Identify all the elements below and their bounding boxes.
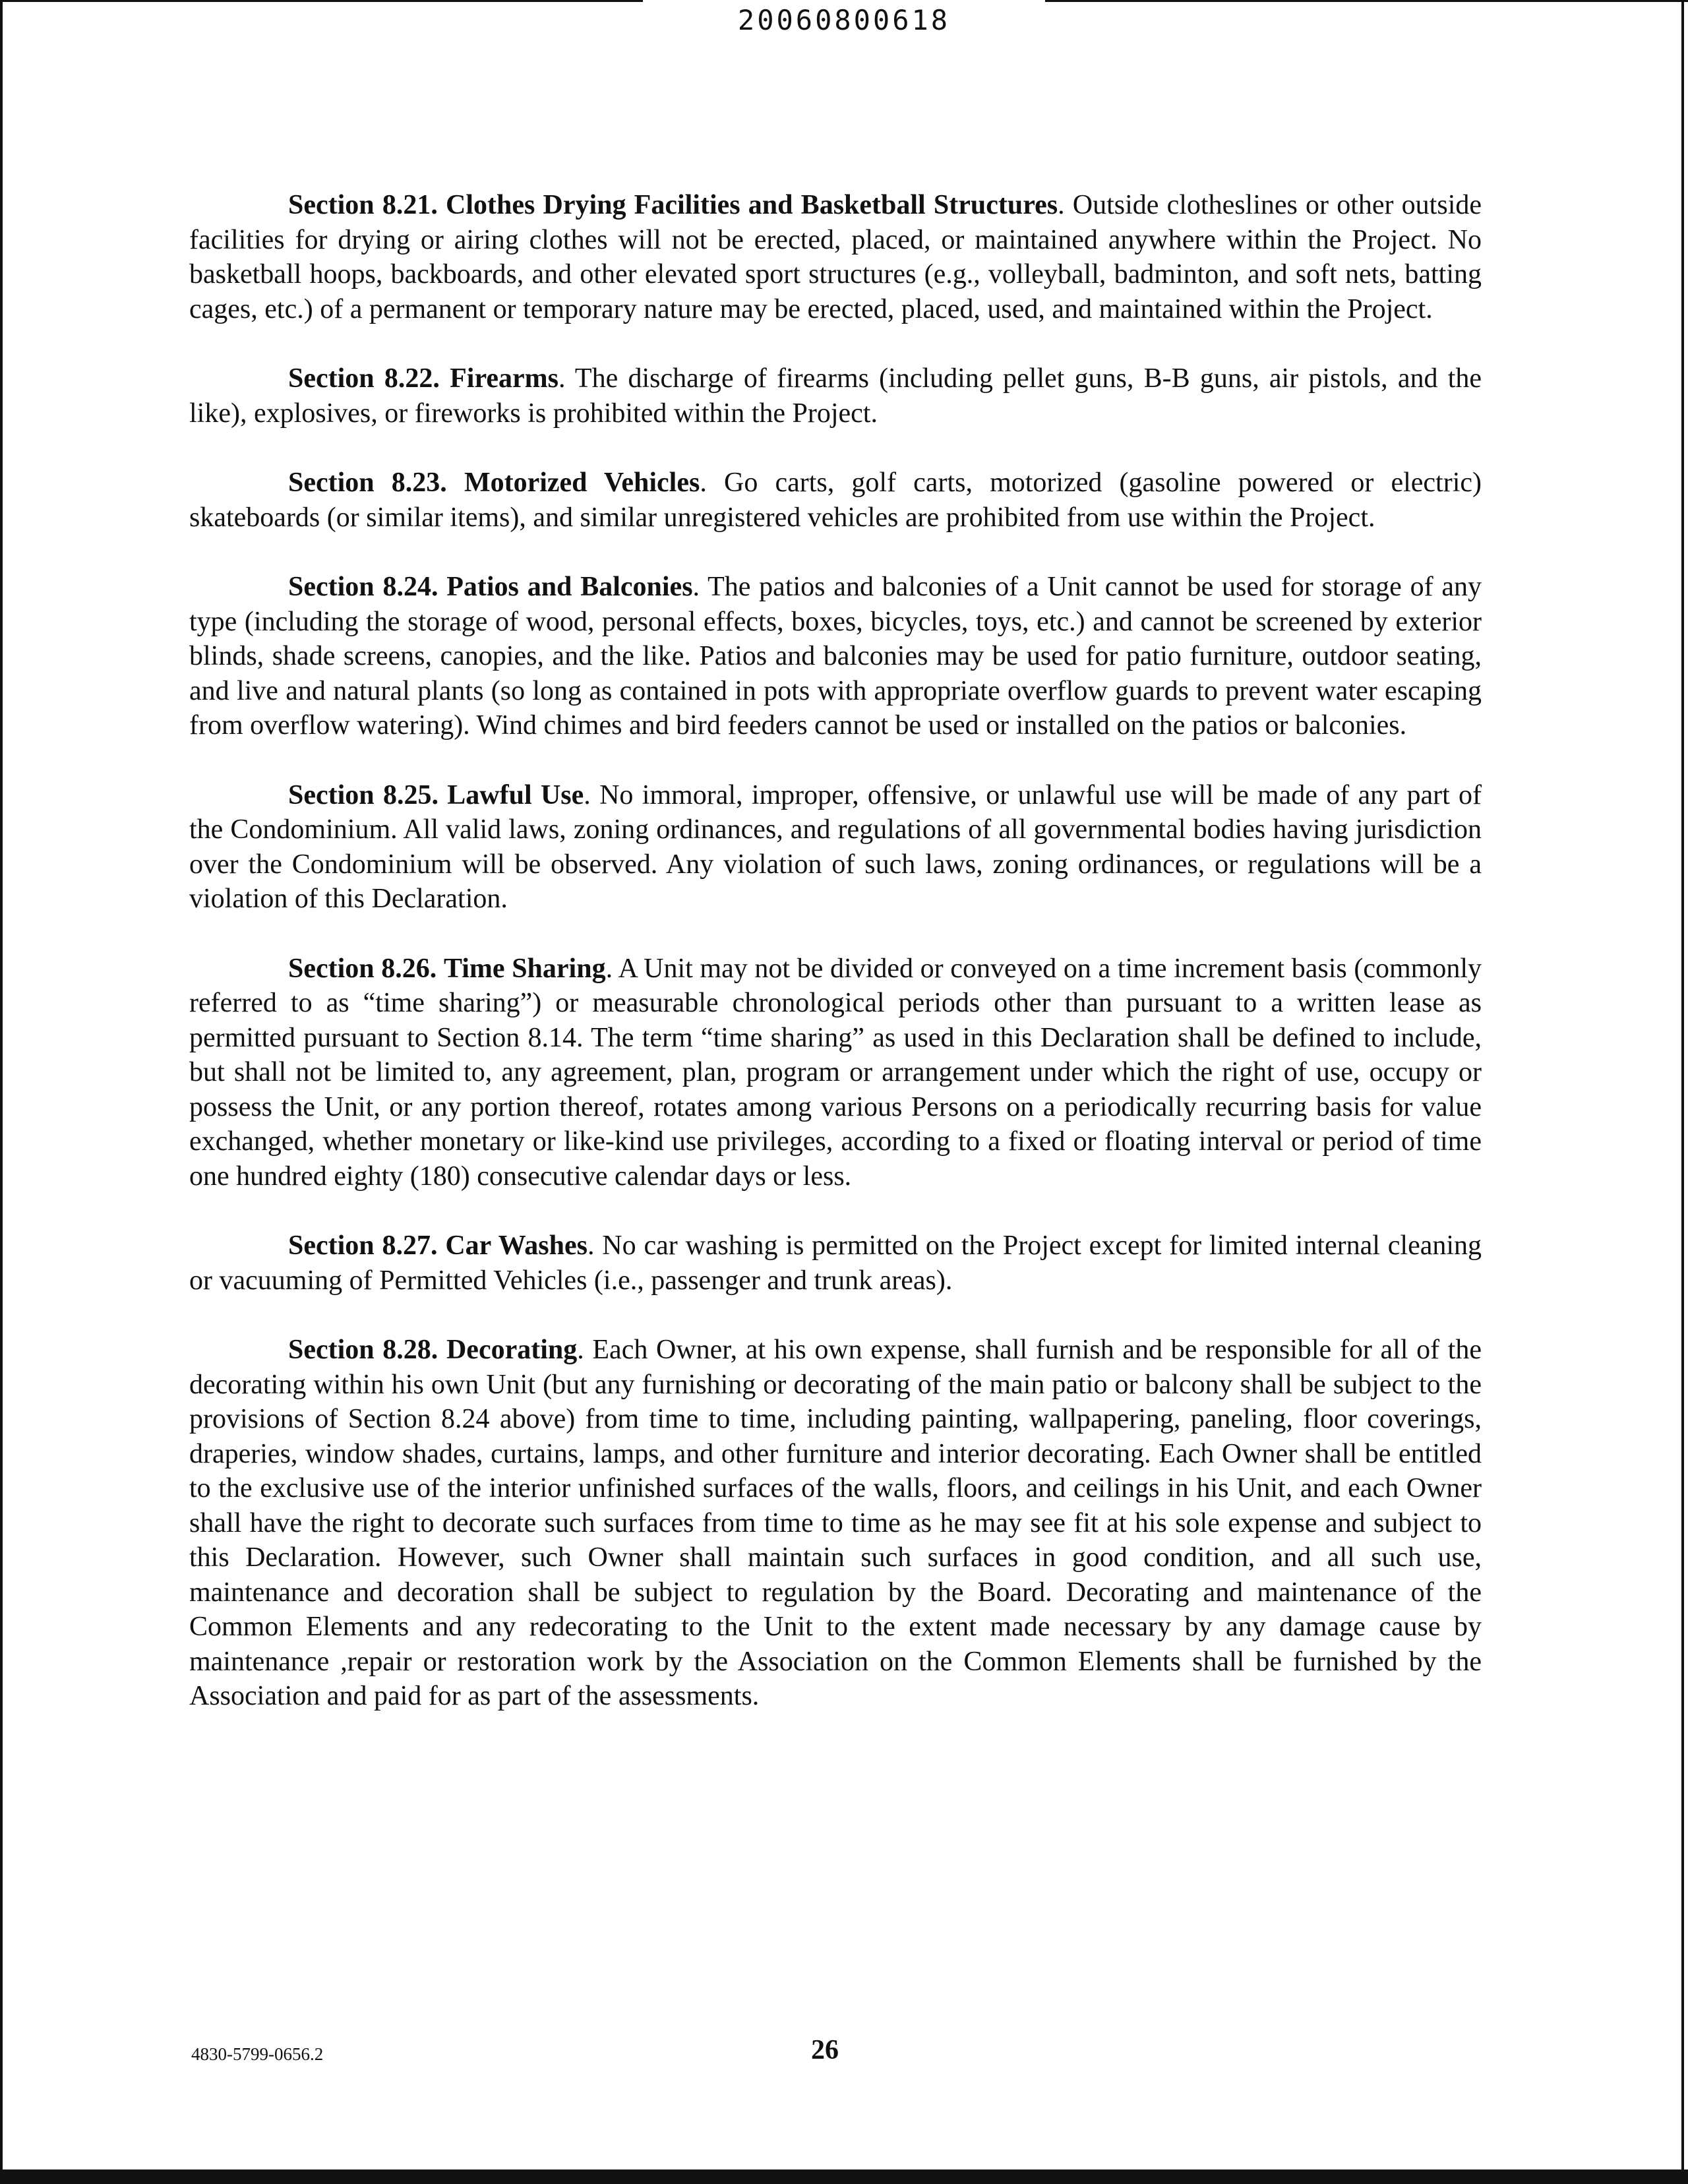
scan-border-bottom: [0, 2169, 1688, 2184]
scan-border-top-right: [1045, 0, 1688, 2]
section-text: No immoral, improper, offensive, or unlawful use will be made of any part of the Condominium. All valid laws, zoning ordinances, and regulations of all governmental bodies having jurisdiction over the Condominium will be observed. Any violation of such laws, zoning ordinances, or regulations will be a violation of this Declaration.: [189, 779, 1482, 914]
page-number: 26: [811, 2035, 839, 2065]
section-title: Firearms: [450, 363, 558, 394]
scan-border-right: [1681, 0, 1684, 2184]
section-text: No car washing is permitted on the Project except for limited internal cleaning or vacuuming of Permitted Vehicles (i.e., passenger and trunk areas).: [189, 1230, 1482, 1296]
section-number: Section 8.26.: [288, 953, 437, 984]
section-number: Section 8.22.: [288, 363, 440, 394]
section-text: The discharge of firearms (including pellet guns, B-B guns, air pistols, and the like), explosives, or fireworks is prohibited within the Project.: [189, 363, 1482, 429]
section-8-24: Section 8.24. Patios and Balconies. The patios and balconies of a Unit cannot be used for storage of any type (including the storage of wood, personal effects, boxes, bicycles, toys, etc.) and cannot be screened by exterior blinds, shade screens, canopies, and the like. Patios and balconies may be used for patio furniture, outdoor seating, and live and natural plants (so long as contained in pots with appropriate overflow guards to prevent water escaping from overflow watering). Wind chimes and bird feeders cannot be used or installed on the patios or balconies.: [189, 572, 1482, 741]
section-title: Clothes Drying Facilities and Basketball Structures: [446, 190, 1058, 220]
section-8-22: Section 8.22. Firearms. The discharge of firearms (including pellet guns, B-B guns, air pistols, and the like), explosives, or fireworks is prohibited within the Project.: [189, 363, 1482, 429]
section-number: Section 8.24.: [288, 572, 438, 602]
section-8-25: Section 8.25. Lawful Use. No immoral, improper, offensive, or unlawful use will be made of any part of the Condominium. All valid laws, zoning ordinances, and regulations of all governmental bodies having jurisdiction over the Condominium will be observed. Any violation of such laws, zoning ordinances, or regulations will be a violation of this Declaration.: [189, 779, 1482, 914]
section-8-28: Section 8.28. Decorating. Each Owner, at his own expense, shall furnish and be responsible for all of the decorating within his own Unit (but any furnishing or decorating of the main patio or balcony shall be subject to the provisions of Section 8.24 above) from time to time, including painting, wallpapering, paneling, floor coverings, draperies, window shades, curtains, lamps, and other furniture and interior decorating. Each Owner shall be entitled to the exclusive use of the interior unfinished surfaces of the walls, floors, and ceilings in his Unit, and each Owner shall have the right to decorate such surfaces from time to time as he may see fit at his sole expense and subject to this Declaration. However, such Owner shall maintain such surfaces in good condition, and all such use, maintenance and decoration shall be subject to regulation by the Board. Decorating and maintenance of the Common Elements and any redecorating to the Unit to the extent made necessary by any damage cause by maintenance ,repair or restoration work by the Association on the Common Elements shall be furnished by the Association and paid for as part of the assessments.: [189, 1335, 1482, 1711]
scan-border-top-left: [0, 0, 643, 2]
document-body: [189, 188, 1482, 1749]
footer-document-id: 4830-5799-0656.2: [191, 2044, 324, 2064]
section-number: Section 8.21.: [288, 190, 438, 220]
section-title: Patios and Balconies: [446, 572, 693, 602]
section-number: Section 8.28.: [288, 1335, 438, 1365]
section-text: Go carts, golf carts, motorized (gasoline powered or electric) skateboards (or similar items), and similar unregistered vehicles are prohibited from use within the Project.: [189, 468, 1482, 533]
section-title: Lawful Use: [447, 779, 584, 810]
section-number: Section 8.25.: [288, 779, 438, 810]
recording-number: 20060800618: [737, 4, 951, 36]
section-8-27: Section 8.27. Car Washes. No car washing is permitted on the Project except for limited internal cleaning or vacuuming of Permitted Vehicles (i.e., passenger and trunk areas).: [189, 1230, 1482, 1296]
section-title: Decorating: [446, 1335, 578, 1365]
section-8-23: Section 8.23. Motorized Vehicles. Go carts, golf carts, motorized (gasoline powered or electric) skateboards (or similar items), and similar unregistered vehicles are prohibited from use within the Project.: [189, 468, 1482, 533]
section-title: Car Washes: [445, 1230, 588, 1261]
section-8-21: Section 8.21. Clothes Drying Facilities and Basketball Structures. Outside clotheslines or other outside facilities for drying or airing clothes will not be erected, placed, or maintained anywhere within the Project. No basketball hoops, backboards, and other elevated sport structures (e.g., volleyball, badminton, and soft nets, batting cages, etc.) of a permanent or temporary nature may be erected, placed, used, and maintained within the Project.: [189, 190, 1482, 324]
section-title: Motorized Vehicles: [464, 468, 700, 498]
section-number: Section 8.27.: [288, 1230, 438, 1261]
section-text: Each Owner, at his own expense, shall furnish and be responsible for all of the decorating within his own Unit (but any furnishing or decorating of the main patio or balcony shall be subject to the provisions of Section 8.24 above) from time to time, including painting, wallpapering, paneling, floor coverings, draperies, window shades, curtains, lamps, and other furniture and interior decorating. Each Owner shall be entitled to the exclusive use of the interior unfinished surfaces of the walls, floors, and ceilings in his Unit, and each Owner shall have the right to decorate such surfaces from time to time as he may see fit at his sole expense and subject to this Declaration. However, such Owner shall maintain such surfaces in good condition, and all such use, maintenance and decoration shall be subject to regulation by the Board. Decorating and maintenance of the Common Elements and any redecorating to the Unit to the extent made necessary by any damage cause by maintenance ,repair or restoration work by the Association on the Common Elements shall be furnished by the Association and paid for as part of the assessments.: [189, 1335, 1482, 1711]
section-8-26: Section 8.26. Time Sharing. A Unit may not be divided or conveyed on a time increment basis (commonly referred to as “time sharing”) or measurable chronological periods other than pursuant to a written lease as permitted pursuant to Section 8.14. The term “time sharing” as used in this Declaration shall be defined to include, but shall not be limited to, any agreement, plan, program or arrangement under which the right of use, occupy or possess the Unit, or any portion thereof, rotates among various Persons on a periodically recurring basis for value exchanged, whether monetary or like-kind use privileges, according to a fixed or floating interval or period of time one hundred eighty (180) consecutive calendar days or less.: [189, 953, 1482, 1192]
section-text: The patios and balconies of a Unit cannot be used for storage of any type (including the storage of wood, personal effects, boxes, bicycles, toys, etc.) and cannot be screened by exterior blinds, shade screens, canopies, and the like. Patios and balconies may be used for patio furniture, outdoor seating, and live and natural plants (so long as contained in pots with appropriate overflow guards to prevent water escaping from overflow watering). Wind chimes and bird feeders cannot be used or installed on the patios or balconies.: [189, 572, 1482, 741]
section-number: Section 8.23.: [288, 468, 447, 498]
section-text: A Unit may not be divided or conveyed on a time increment basis (commonly referred to as “time sharing”) or measurable chronological periods other than pursuant to a written lease as permitted pursuant to Section 8.14. The term “time sharing” as used in this Declaration shall be defined to include, but shall not be limited to, any agreement, plan, program or arrangement under which the right of use, occupy or possess the Unit, or any portion thereof, rotates among various Persons on a periodically recurring basis for value exchanged, whether monetary or like-kind use privileges, according to a fixed or floating interval or period of time one hundred eighty (180) consecutive calendar days or less.: [189, 953, 1482, 1192]
section-title: Time Sharing: [443, 953, 606, 984]
scan-border-left: [0, 0, 3, 2184]
section-text: Outside clotheslines or other outside facilities for drying or airing clothes will not be erected, placed, or maintained anywhere within the Project. No basketball hoops, backboards, and other elevated sport structures (e.g., volleyball, badminton, and soft nets, batting cages, etc.) of a permanent or temporary nature may be erected, placed, used, and maintained within the Project.: [189, 190, 1482, 324]
